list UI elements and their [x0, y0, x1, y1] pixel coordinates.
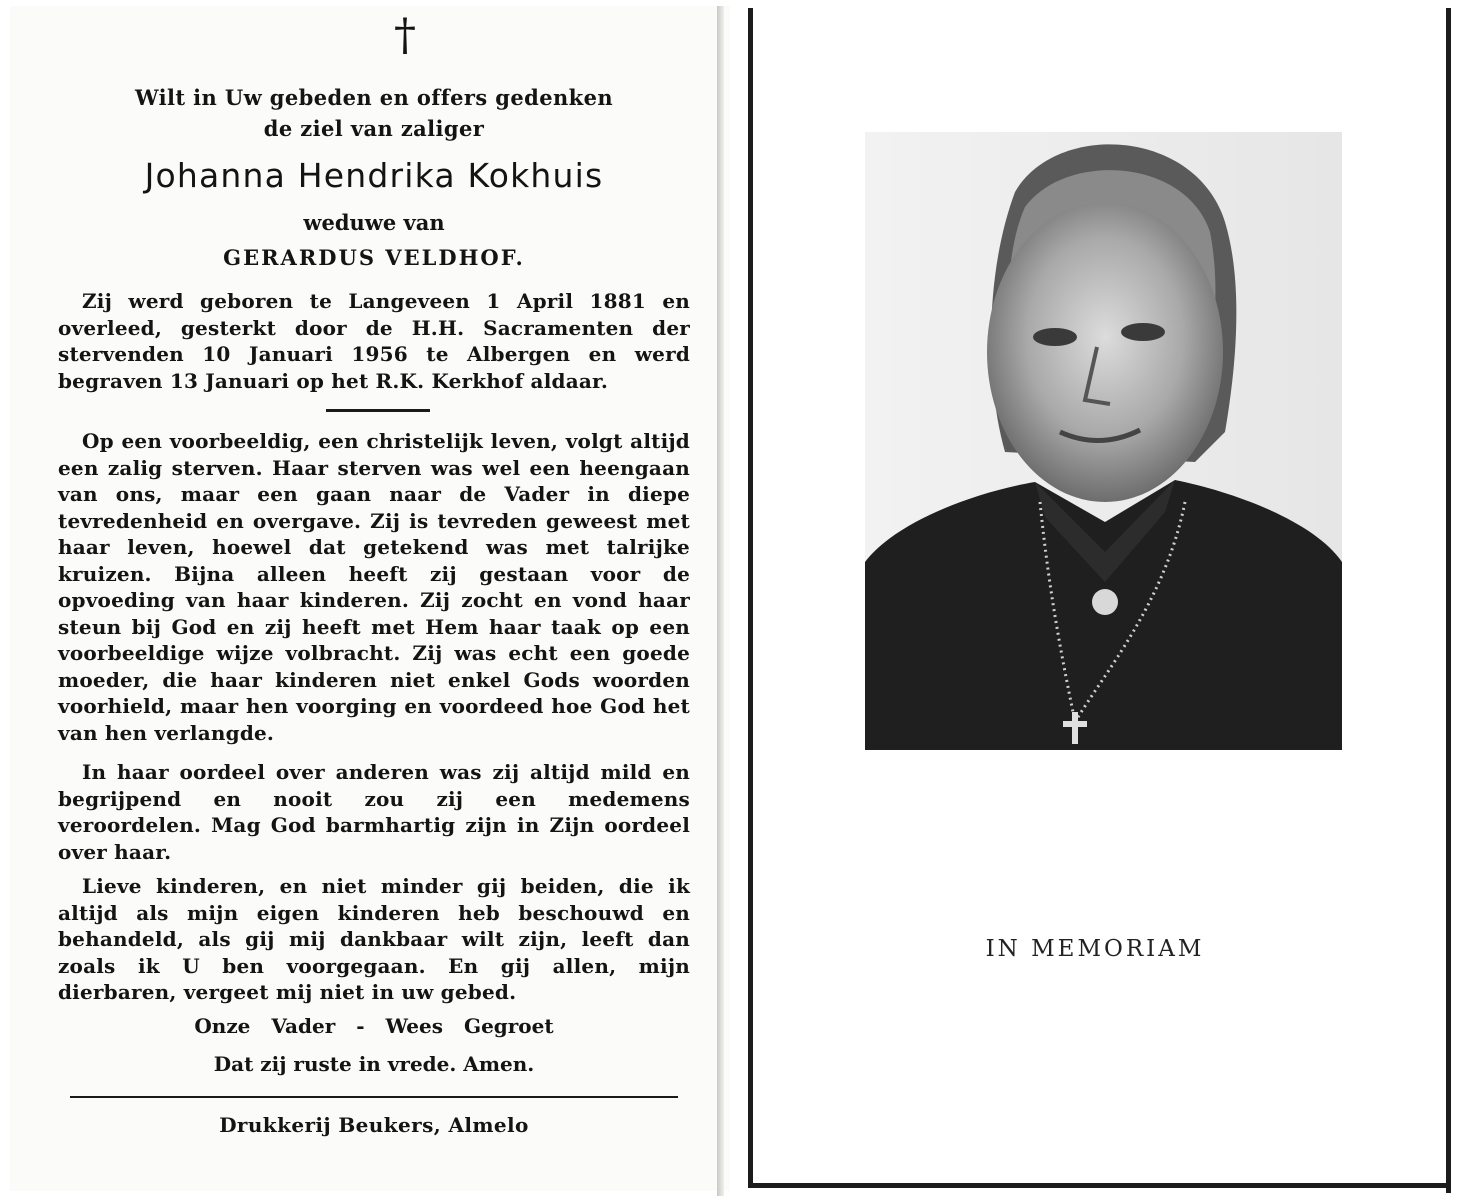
card-border-bottom	[748, 1183, 1451, 1188]
birth-death-paragraph: Zij werd geboren te Langeveen 1 April 1881 en overleed, gesterkt door de H.H. Sacramenten der stervenden 10 Januari 1956 te Albergen en werd begraven 13 Januari op het R.K. Kerkhof aldaar.	[58, 289, 690, 393]
husband-name: GERARDUS VELDHOF.	[223, 245, 525, 270]
short-divider	[326, 409, 430, 412]
card-edge-shadow	[717, 6, 724, 1196]
portrait-illustration	[865, 132, 1342, 750]
portrait-photo	[865, 132, 1342, 750]
closing-line: Dat zij ruste in vrede. Amen.	[213, 1052, 535, 1076]
long-divider	[70, 1096, 678, 1098]
prayer-line: Onze Vader - Wees Gegroet	[194, 1014, 554, 1038]
judgement-paragraph: In haar oordeel over anderen was zij altijd mild en begrijpend en nooit zou zij een medemens veroordelen. Mag God barmhartig zijn in Zijn oordeel over haar.	[58, 760, 690, 864]
life-paragraph: Op een voorbeeldig, een christelijk leven, volgt altijd een zalig sterven. Haar sterven was wel een heengaan van ons, maar een gaan naar de Vader in diepe tevredenheid en overgave. Zij is tevreden geweest met haar leven, hoewel dat getekend was met talrijke kruizen. Bijna alleen heeft zij gestaan voor de opvoeding van haar kinderen. Zij zocht en vond haar steun bij God en zij heeft met Hem haar taak op een voorbeeldige wijze volbracht. Zij was echt een goede moeder, die haar kinderen niet enkel Gods woorden voorhield, maar hen voorging en voordeed hoe God het van hen verlangde.	[58, 429, 690, 745]
intro-line-1: Wilt in Uw gebeden en offers gedenken	[134, 85, 614, 110]
card-border-left	[748, 8, 753, 1188]
cross-icon: †	[394, 10, 416, 61]
in-memoriam-caption: IN MEMORIAM	[985, 936, 1205, 962]
intro-text	[58, 82, 690, 144]
farewell-paragraph: Lieve kinderen, en niet minder gij beiden, die ik altijd als mijn eigen kinderen heb beschouwd en behandeld, als gij mij dankbaar wilt zijn, leeft dan zoals ik U ben voorgegaan. En gij allen, mijn dierbaren, vergeet mij niet in uw gebed.	[58, 874, 690, 1004]
deceased-name: Johanna Hendrika Kokhuis	[144, 156, 604, 195]
intro-line-2: de ziel van zaliger	[263, 116, 485, 141]
card-border-right	[1446, 8, 1451, 1193]
printer-credit: Drukkerij Beukers, Almelo	[219, 1113, 529, 1137]
widow-of-label: weduwe van	[303, 210, 445, 235]
